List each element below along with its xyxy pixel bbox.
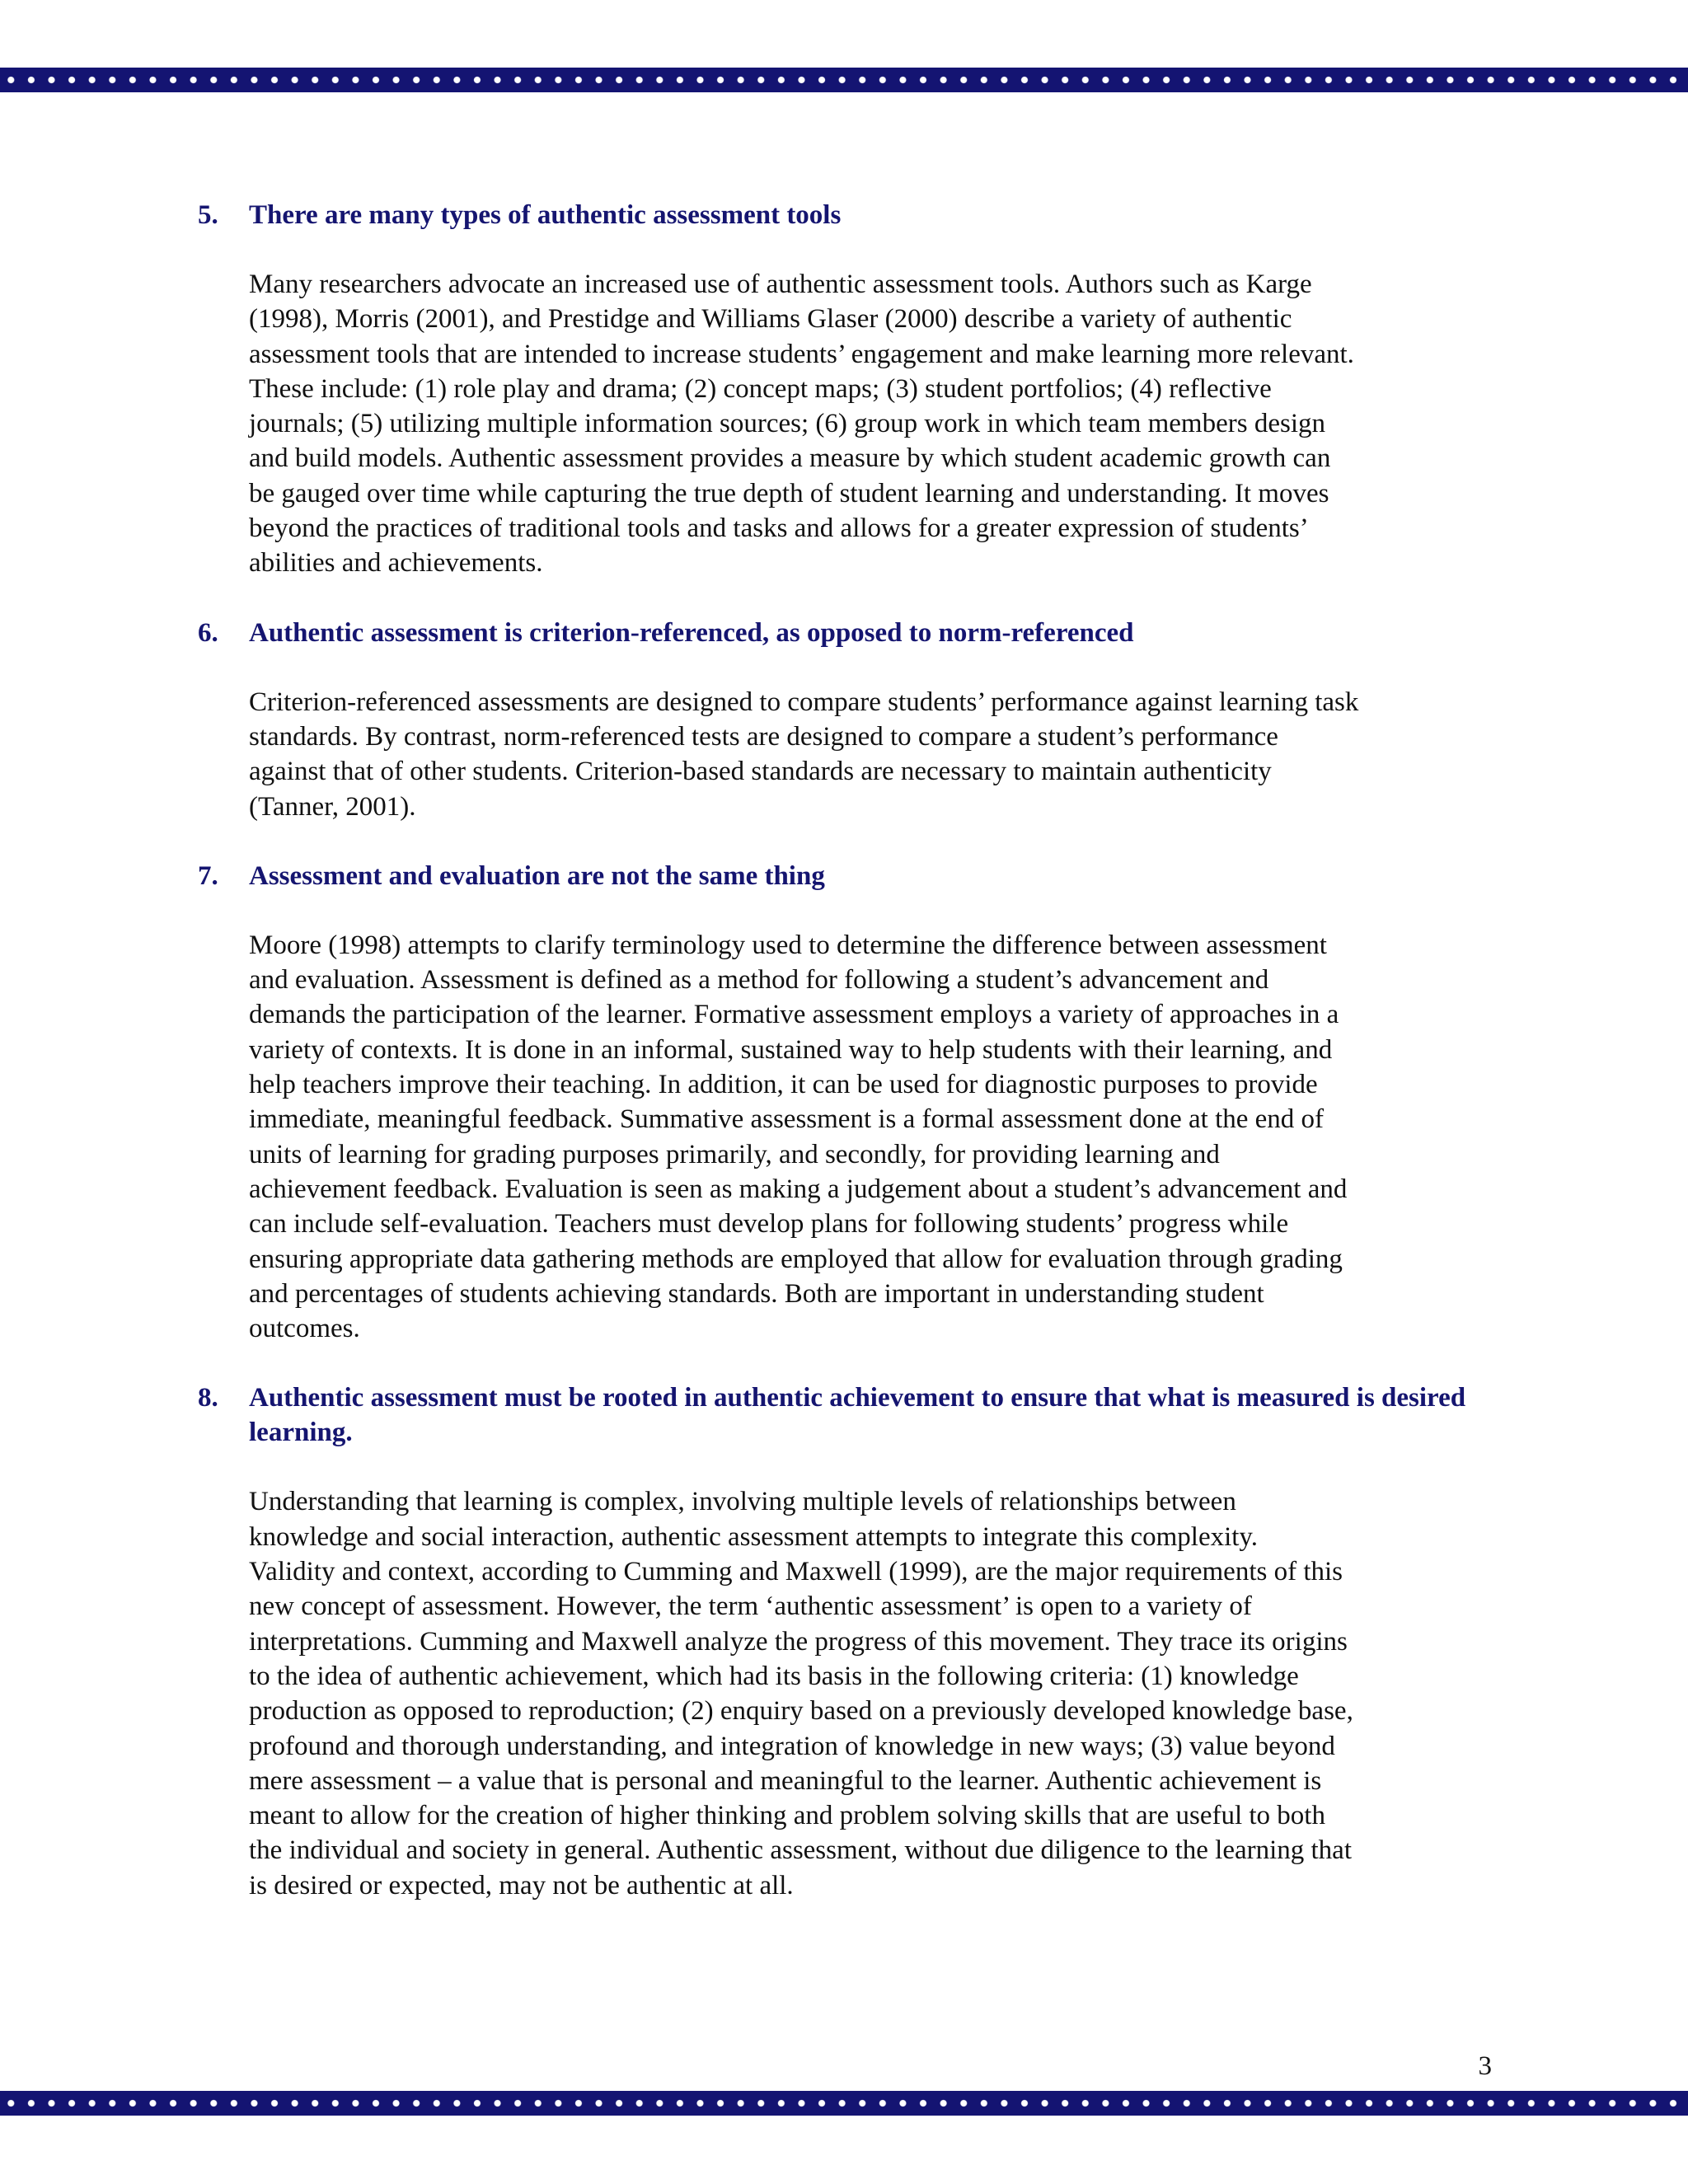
section-heading bbox=[198, 1380, 1500, 1450]
section-title: There are many types of authentic assessment tools bbox=[249, 200, 842, 230]
section-5 bbox=[198, 198, 1500, 581]
section-title: Authentic assessment must be rooted in authentic achievement to ensure that what is measured is desired learning. bbox=[249, 1383, 1466, 1448]
top-dotted-border bbox=[0, 68, 1688, 92]
page-number: 3 bbox=[1478, 2051, 1492, 2081]
section-title: Authentic assessment is criterion-referenced, as opposed to norm-referenced bbox=[249, 617, 1134, 648]
section-heading bbox=[198, 616, 1500, 650]
section-paragraph: Criterion-referenced assessments are designed to compare students’ performance against learning task standards. By contrast, norm-referenced tests are designed to compare a student’s performance against that of other students. Criterion-based standards are necessary to maintain authenticity (Tanner, 2001). bbox=[249, 687, 1359, 822]
section-7 bbox=[198, 859, 1500, 1347]
section-paragraph: Understanding that learning is complex, involving multiple levels of relationships between knowledge and social interaction, authentic assessment attempts to integrate this complexity. Validity and context, according to Cumming and Maxwell (1999), are the major requirements of this new concept of assessment. However, the term ‘authentic assessment’ is open to a variety of interpretations. Cumming and Maxwell analyze the progress of this movement. They trace its origins to the idea of authentic achievement, which had its basis in the following criteria: (1) knowledge production as opposed to reproduction; (2) enquiry based on a previously developed knowledge base, profound and thorough understanding, and integration of knowledge in new ways; (3) value beyond mere assessment – a value that is personal and meaningful to the learner. Authentic achievement is meant to allow for the creation of higher thinking and problem solving skills that are useful to both the individual and society in general. Authentic assessment, without due diligence to the learning that is desired or expected, may not be authentic at all. bbox=[249, 1487, 1353, 1900]
section-8 bbox=[198, 1380, 1500, 1903]
section-number: 7. bbox=[198, 860, 218, 891]
section-title: Assessment and evaluation are not the same thing bbox=[249, 860, 825, 891]
section-number: 8. bbox=[198, 1383, 218, 1413]
section-paragraph: Many researchers advocate an increased use of authentic assessment tools. Authors such as Karge (1998), Morris (2001), and Prestidge and Williams Glaser (2000) describe a variety of authentic assessment tools that are intended to increase students’ engagement and make learning more relevant. These include: (1) role play and drama; (2) concept maps; (3) student portfolios; (4) reflective journals; (5) utilizing multiple information sources; (6) group work in which team members design and build models. Authentic assessment provides a measure by which student academic growth can be gauged over time while capturing the true depth of student learning and understanding. It moves beyond the practices of traditional tools and tasks and allows for a greater expression of students’ abilities and achievements. bbox=[249, 269, 1354, 579]
section-6 bbox=[198, 616, 1500, 824]
section-paragraph: Moore (1998) attempts to clarify terminology used to determine the difference between assessment and evaluation. Assessment is defined as a method for following a student’s advancement and demands the participation of the learner. Formative assessment employs a variety of approaches in a variety of contexts. It is done in an informal, sustained way to help students with their learning, and help teachers improve their teaching. In addition, it can be used for diagnostic purposes to provide immediate, meaningful feedback. Summative assessment is a formal assessment done at the end of units of learning for grading purposes primarily, and secondly, for providing learning and achievement feedback. Evaluation is seen as making a judgement about a student’s advancement and can include self-evaluation. Teachers must develop plans for following students’ progress while ensuring appropriate data gathering methods are employed that allow for evaluation through grading and percentages of students achieving standards. Both are important in understanding student outcomes. bbox=[249, 930, 1348, 1344]
section-number: 5. bbox=[198, 200, 218, 230]
section-number: 6. bbox=[198, 617, 218, 648]
section-heading bbox=[198, 198, 1500, 232]
page-content bbox=[198, 198, 1500, 1938]
bottom-dotted-border bbox=[0, 2091, 1688, 2116]
section-heading bbox=[198, 859, 1500, 893]
